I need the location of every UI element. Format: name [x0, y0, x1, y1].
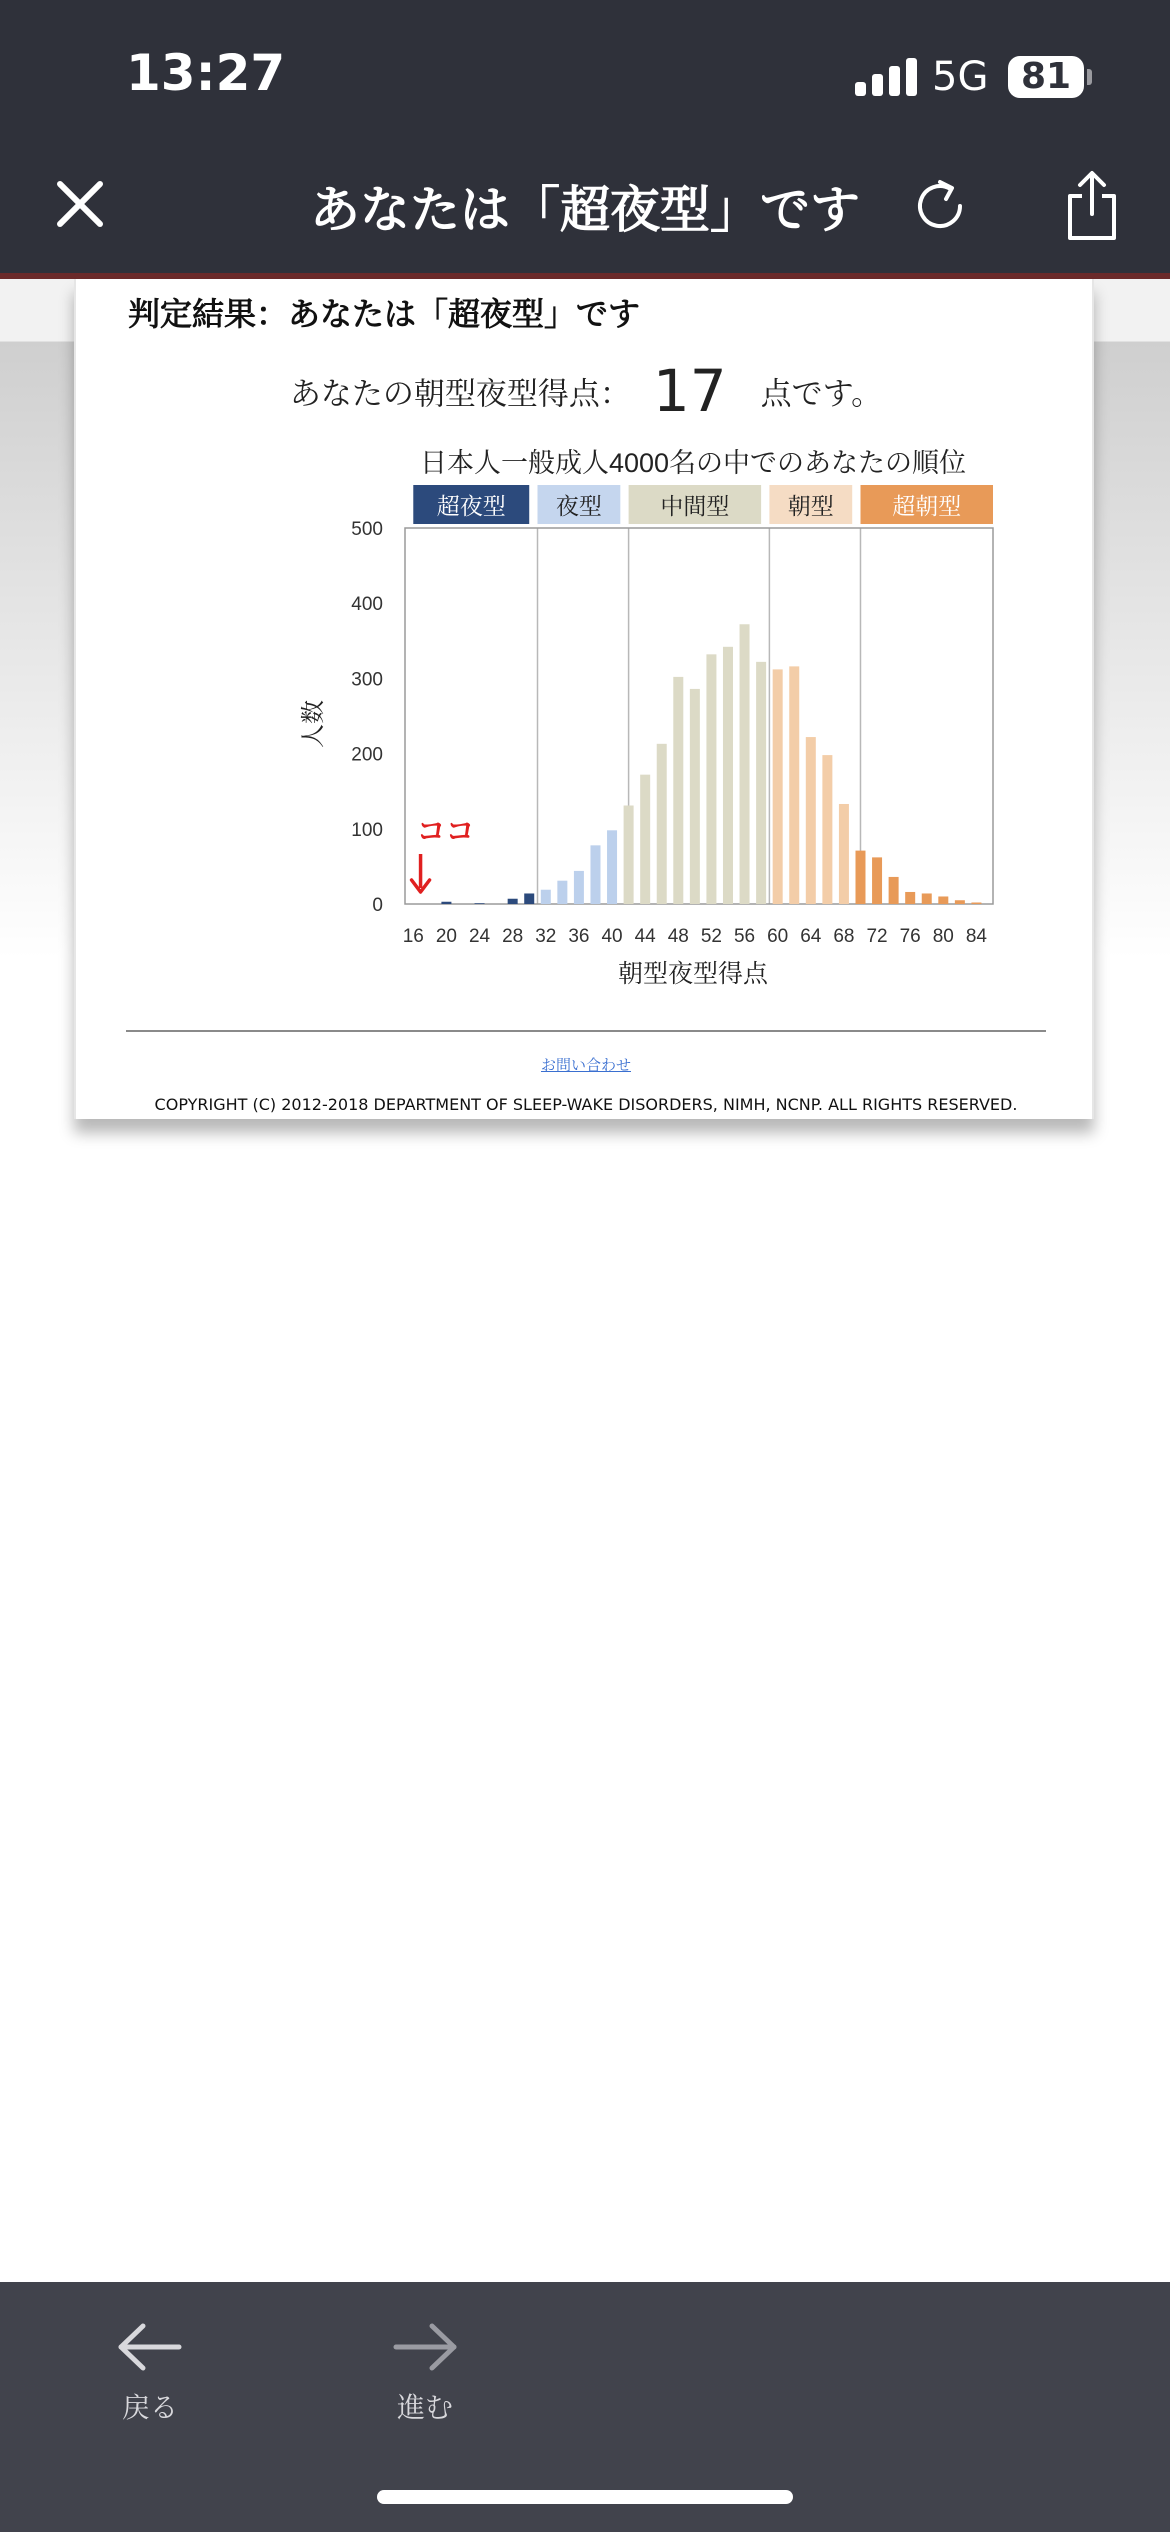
x-tick-label: 24 [468, 926, 491, 947]
bar [475, 903, 485, 904]
bar [574, 871, 584, 904]
back-label: 戻る [121, 2391, 178, 2424]
y-tick-label: 100 [351, 819, 383, 841]
category-label: 超朝型 [892, 493, 962, 519]
copyright-text: COPYRIGHT (C) 2012-2018 DEPARTMENT OF SLEEP-WAKE DISORDERS, NIMH, NCNP. ALL RIGHTS RESERVED. [154, 1095, 1018, 1114]
x-tick-label: 48 [667, 926, 689, 947]
x-tick-label: 20 [435, 926, 457, 947]
y-axis-ticks [351, 519, 383, 916]
bar [955, 900, 965, 904]
bar [723, 647, 733, 904]
bar [922, 893, 932, 904]
share-button[interactable] [1060, 168, 1124, 242]
signal-icon [855, 58, 917, 96]
bar [607, 830, 617, 904]
bar [773, 669, 783, 904]
share-icon [1060, 168, 1124, 242]
x-axis-ticks [403, 926, 988, 947]
category-label: 超夜型 [436, 493, 506, 519]
bar [789, 666, 799, 904]
bar [756, 662, 766, 904]
bar [971, 902, 981, 904]
score-label: あなたの朝型夜型得点： [289, 376, 631, 413]
score-histogram [196, 434, 1016, 1004]
bar [706, 654, 716, 904]
contact-link[interactable]: お問い合わせ [540, 1056, 631, 1074]
bar [657, 744, 667, 904]
bar [855, 851, 865, 904]
result-heading: 判定結果：あなたは「超夜型」です [128, 295, 641, 333]
x-tick-label: 76 [899, 926, 921, 947]
bar [557, 881, 567, 904]
battery-icon: 81 [1008, 56, 1084, 98]
bar [839, 804, 849, 904]
x-tick-label: 80 [932, 926, 954, 947]
x-tick-label: 16 [402, 926, 424, 947]
bar [590, 845, 600, 904]
category-label: 中間型 [660, 493, 730, 519]
close-icon [48, 172, 112, 236]
bar [673, 677, 683, 904]
category-bands [413, 485, 993, 524]
x-tick-label: 52 [700, 926, 722, 947]
back-button[interactable] [110, 2322, 190, 2426]
forward-label: 進む [396, 2391, 453, 2424]
x-tick-label: 36 [568, 926, 590, 947]
bar [441, 902, 451, 904]
home-indicator [377, 2490, 793, 2504]
x-tick-label: 64 [800, 926, 822, 947]
category-label: 朝型 [787, 493, 834, 519]
marker-label: ココ [416, 816, 475, 848]
y-tick-label: 0 [372, 895, 383, 916]
bar [541, 890, 551, 904]
y-tick-label: 200 [351, 744, 383, 766]
bar [806, 737, 816, 904]
score-line [76, 357, 1096, 425]
x-tick-label: 60 [767, 926, 789, 947]
result-card [74, 279, 1094, 1119]
top-header [0, 0, 1170, 277]
page-title: あなたは「超夜型」です [310, 181, 860, 239]
x-tick-label: 40 [601, 926, 623, 947]
bar [938, 896, 948, 904]
reload-icon [910, 174, 974, 238]
x-tick-label: 72 [866, 926, 888, 947]
network-type: 5G [932, 54, 989, 100]
score-suffix: 点です。 [760, 376, 883, 413]
chart-title: 日本人一般成人4000名の中でのあなたの順位 [419, 448, 967, 478]
bar [822, 755, 832, 904]
y-tick-label: 300 [351, 669, 383, 691]
x-tick-label: 44 [634, 926, 656, 947]
bar [524, 893, 534, 904]
arrow-right-icon [392, 2322, 458, 2372]
reload-button[interactable] [910, 174, 974, 238]
bar [740, 624, 750, 904]
score-marker [412, 816, 475, 892]
battery-tip [1087, 69, 1092, 85]
bar [905, 892, 915, 904]
bar [690, 689, 700, 904]
x-tick-label: 56 [733, 926, 756, 947]
y-axis-label: 人数 [300, 700, 327, 748]
bar [872, 857, 882, 904]
x-tick-label: 28 [502, 926, 524, 947]
y-tick-label: 500 [351, 519, 383, 540]
x-tick-label: 84 [965, 926, 988, 947]
score-value: 17 [652, 357, 727, 425]
x-tick-label: 68 [833, 926, 855, 947]
bar [624, 805, 634, 904]
category-label: 夜型 [555, 493, 602, 519]
x-tick-label: 32 [535, 926, 557, 947]
bar [889, 877, 899, 904]
forward-button[interactable] [385, 2322, 465, 2426]
bar [640, 775, 650, 904]
bar [508, 899, 518, 904]
bars [441, 624, 981, 904]
y-tick-label: 400 [351, 594, 383, 616]
x-axis-label: 朝型夜型得点 [617, 960, 769, 988]
status-time: 13:27 [126, 44, 286, 102]
close-button[interactable] [48, 172, 112, 236]
arrow-left-icon [117, 2322, 183, 2372]
footer-divider [126, 1030, 1046, 1032]
